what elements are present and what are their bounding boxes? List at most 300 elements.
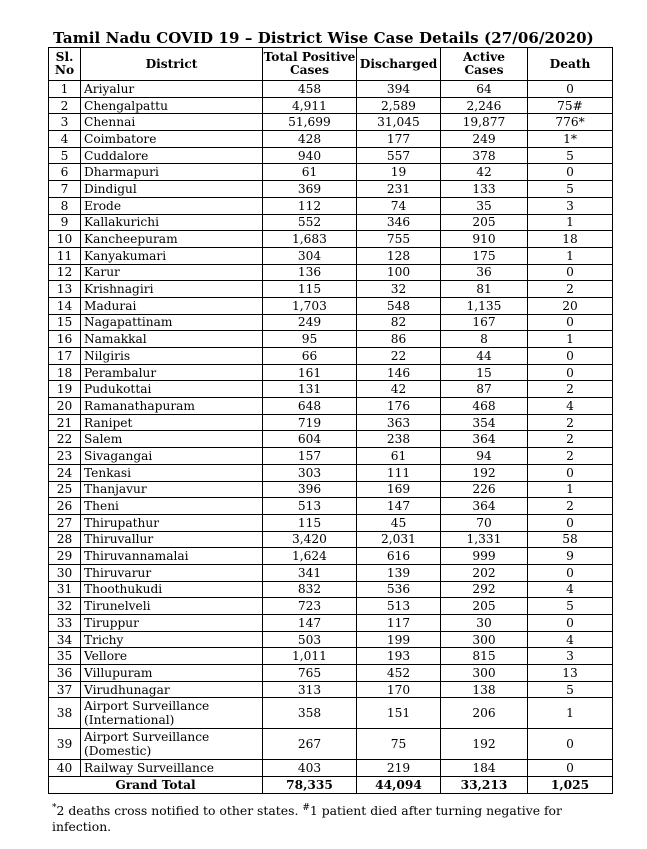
cell-total-positive: 95 (263, 331, 357, 348)
cell-discharged: 128 (357, 247, 441, 264)
cell-discharged: 111 (357, 464, 441, 481)
cell-sl-no: 24 (49, 464, 81, 481)
table-row (49, 631, 613, 648)
cell-discharged: 536 (357, 581, 441, 598)
grand-total-positive: 78,335 (263, 777, 357, 794)
cell-sl-no: 34 (49, 631, 81, 648)
cell-discharged: 231 (357, 181, 441, 198)
cell-sl-no: 12 (49, 264, 81, 281)
cell-discharged: 2,031 (357, 531, 441, 548)
cell-discharged: 86 (357, 331, 441, 348)
cell-death: 5 (528, 681, 613, 698)
cell-total-positive: 131 (263, 381, 357, 398)
cell-death: 0 (528, 464, 613, 481)
cell-active: 35 (441, 197, 528, 214)
cell-district: Thoothukudi (81, 581, 263, 598)
cell-sl-no: 14 (49, 297, 81, 314)
cell-district: Karur (81, 264, 263, 281)
cell-district: Cuddalore (81, 147, 263, 164)
cell-discharged: 513 (357, 598, 441, 615)
cell-death: 4 (528, 581, 613, 598)
cell-active: 205 (441, 214, 528, 231)
cell-district: Ranipet (81, 414, 263, 431)
table-row (49, 498, 613, 515)
cell-district: Krishnagiri (81, 281, 263, 298)
cell-total-positive: 503 (263, 631, 357, 648)
table-row (49, 364, 613, 381)
header-death: Death (528, 48, 613, 81)
table-row (49, 648, 613, 665)
cell-discharged: 42 (357, 381, 441, 398)
cell-active: 202 (441, 564, 528, 581)
cell-total-positive: 458 (263, 81, 357, 98)
cell-total-positive: 3,420 (263, 531, 357, 548)
cell-district: Dindigul (81, 181, 263, 198)
cell-active: 81 (441, 281, 528, 298)
cell-discharged: 146 (357, 364, 441, 381)
cell-total-positive: 648 (263, 398, 357, 415)
cell-discharged: 755 (357, 231, 441, 248)
cell-sl-no: 22 (49, 431, 81, 448)
table-row (49, 297, 613, 314)
cell-total-positive: 1,683 (263, 231, 357, 248)
table-row (49, 331, 613, 348)
cell-discharged: 32 (357, 281, 441, 298)
table-row (49, 615, 613, 632)
cell-active: 175 (441, 247, 528, 264)
cell-sl-no: 33 (49, 615, 81, 632)
cell-discharged: 151 (357, 698, 441, 729)
cell-active: 8 (441, 331, 528, 348)
cell-sl-no: 39 (49, 729, 81, 760)
cell-district: Dharmapuri (81, 164, 263, 181)
table-row (49, 760, 613, 777)
cell-death: 0 (528, 314, 613, 331)
table-row (49, 548, 613, 565)
cell-sl-no: 15 (49, 314, 81, 331)
cell-discharged: 177 (357, 131, 441, 148)
cell-district: Namakkal (81, 331, 263, 348)
cell-district: Nagapattinam (81, 314, 263, 331)
cell-discharged: 193 (357, 648, 441, 665)
table-body (49, 81, 613, 794)
cell-discharged: 74 (357, 197, 441, 214)
table-row (49, 581, 613, 598)
cell-death: 2 (528, 281, 613, 298)
table-row (49, 214, 613, 231)
table-row (49, 729, 613, 760)
cell-death: 18 (528, 231, 613, 248)
cell-active: 300 (441, 665, 528, 682)
cell-sl-no: 5 (49, 147, 81, 164)
table-row (49, 665, 613, 682)
cell-active: 36 (441, 264, 528, 281)
cell-discharged: 176 (357, 398, 441, 415)
cell-active: 138 (441, 681, 528, 698)
table-row (49, 531, 613, 548)
cell-district: Tirunelveli (81, 598, 263, 615)
cell-active: 64 (441, 81, 528, 98)
cell-sl-no: 26 (49, 498, 81, 515)
table-row (49, 264, 613, 281)
cell-total-positive: 249 (263, 314, 357, 331)
cell-death: 776* (528, 114, 613, 131)
cell-death: 1 (528, 247, 613, 264)
cell-total-positive: 66 (263, 348, 357, 365)
cell-total-positive: 136 (263, 264, 357, 281)
table-row (49, 698, 613, 729)
cell-death: 1 (528, 698, 613, 729)
cell-sl-no: 25 (49, 481, 81, 498)
cell-discharged: 238 (357, 431, 441, 448)
cell-active: 206 (441, 698, 528, 729)
cell-total-positive: 428 (263, 131, 357, 148)
cell-discharged: 139 (357, 564, 441, 581)
cell-death: 4 (528, 398, 613, 415)
cell-sl-no: 21 (49, 414, 81, 431)
cell-district: Sivagangai (81, 448, 263, 465)
table-row (49, 81, 613, 98)
cell-district: Kallakurichi (81, 214, 263, 231)
cell-death: 5 (528, 598, 613, 615)
cell-discharged: 31,045 (357, 114, 441, 131)
cell-total-positive: 112 (263, 197, 357, 214)
cell-total-positive: 1,011 (263, 648, 357, 665)
cell-discharged: 452 (357, 665, 441, 682)
cell-active: 468 (441, 398, 528, 415)
cell-sl-no: 38 (49, 698, 81, 729)
cell-death: 58 (528, 531, 613, 548)
cell-discharged: 75 (357, 729, 441, 760)
cell-death: 0 (528, 81, 613, 98)
cell-sl-no: 23 (49, 448, 81, 465)
footnote (52, 803, 612, 835)
cell-active: 292 (441, 581, 528, 598)
cell-district: Trichy (81, 631, 263, 648)
cell-total-positive: 403 (263, 760, 357, 777)
cell-discharged: 616 (357, 548, 441, 565)
cell-district: Thiruvannamalai (81, 548, 263, 565)
cell-total-positive: 552 (263, 214, 357, 231)
cell-death: 0 (528, 264, 613, 281)
cell-active: 19,877 (441, 114, 528, 131)
district-line-1: Airport Surveillance (84, 699, 210, 714)
cell-sl-no: 29 (49, 548, 81, 565)
grand-total-active: 33,213 (441, 777, 528, 794)
cell-sl-no: 36 (49, 665, 81, 682)
cell-death: 2 (528, 431, 613, 448)
cell-district: Tenkasi (81, 464, 263, 481)
header-active: Active Cases (441, 48, 528, 81)
cell-total-positive: 1,703 (263, 297, 357, 314)
table-row (49, 231, 613, 248)
cell-death: 20 (528, 297, 613, 314)
cell-sl-no: 32 (49, 598, 81, 615)
cell-district: Nilgiris (81, 348, 263, 365)
cell-district (81, 729, 263, 760)
cell-sl-no: 7 (49, 181, 81, 198)
cell-discharged: 219 (357, 760, 441, 777)
table-row (49, 398, 613, 415)
cell-death: 0 (528, 615, 613, 632)
grand-total-label: Grand Total (49, 777, 263, 794)
header-row (49, 48, 613, 81)
table-row (49, 481, 613, 498)
cell-death: 0 (528, 760, 613, 777)
cell-total-positive: 313 (263, 681, 357, 698)
cell-active: 133 (441, 181, 528, 198)
cell-district: Kanyakumari (81, 247, 263, 264)
cell-active: 205 (441, 598, 528, 615)
cell-district: Chengalpattu (81, 97, 263, 114)
cell-sl-no: 4 (49, 131, 81, 148)
cell-sl-no: 35 (49, 648, 81, 665)
cell-active: 378 (441, 147, 528, 164)
footnote-hash-mark: # (302, 802, 310, 813)
cell-active: 300 (441, 631, 528, 648)
cell-death: 9 (528, 548, 613, 565)
cell-discharged: 170 (357, 681, 441, 698)
cell-active: 42 (441, 164, 528, 181)
cell-discharged: 394 (357, 81, 441, 98)
cell-sl-no: 18 (49, 364, 81, 381)
cell-sl-no: 37 (49, 681, 81, 698)
cell-district: Virudhunagar (81, 681, 263, 698)
cell-district: Kancheepuram (81, 231, 263, 248)
cell-total-positive: 940 (263, 147, 357, 164)
cell-active: 364 (441, 431, 528, 448)
cell-sl-no: 17 (49, 348, 81, 365)
cell-district: Theni (81, 498, 263, 515)
cell-total-positive: 157 (263, 448, 357, 465)
cell-total-positive: 513 (263, 498, 357, 515)
cell-discharged: 61 (357, 448, 441, 465)
district-cases-table (48, 47, 613, 794)
cell-active: 815 (441, 648, 528, 665)
cell-discharged: 19 (357, 164, 441, 181)
header-district: District (81, 48, 263, 81)
cell-death: 0 (528, 729, 613, 760)
cell-total-positive: 723 (263, 598, 357, 615)
table-row (49, 181, 613, 198)
table-row (49, 97, 613, 114)
cell-discharged: 557 (357, 147, 441, 164)
cell-total-positive: 304 (263, 247, 357, 264)
cell-discharged: 346 (357, 214, 441, 231)
table-row (49, 114, 613, 131)
grand-total-discharged: 44,094 (357, 777, 441, 794)
cell-district: Pudukottai (81, 381, 263, 398)
district-line-2: (International) (84, 713, 175, 728)
cell-active: 15 (441, 364, 528, 381)
cell-active: 1,135 (441, 297, 528, 314)
cell-sl-no: 16 (49, 331, 81, 348)
cell-total-positive: 61 (263, 164, 357, 181)
cell-active: 192 (441, 464, 528, 481)
cell-total-positive: 341 (263, 564, 357, 581)
cell-death: 2 (528, 381, 613, 398)
cell-death: 5 (528, 181, 613, 198)
cell-death: 0 (528, 364, 613, 381)
cell-district: Salem (81, 431, 263, 448)
cell-district: Vellore (81, 648, 263, 665)
cell-active: 70 (441, 514, 528, 531)
table-row (49, 247, 613, 264)
cell-total-positive: 832 (263, 581, 357, 598)
table-row (49, 348, 613, 365)
cell-active: 910 (441, 231, 528, 248)
cell-total-positive: 1,624 (263, 548, 357, 565)
table-row (49, 281, 613, 298)
cell-active: 184 (441, 760, 528, 777)
cell-sl-no: 30 (49, 564, 81, 581)
cell-death: 0 (528, 514, 613, 531)
page-title: Tamil Nadu COVID 19 – District Wise Case Details (27/06/2020) (53, 29, 594, 47)
cell-sl-no: 1 (49, 81, 81, 98)
cell-death: 1 (528, 481, 613, 498)
cell-sl-no: 19 (49, 381, 81, 398)
cell-total-positive: 303 (263, 464, 357, 481)
table-row (49, 164, 613, 181)
cell-district: Coimbatore (81, 131, 263, 148)
cell-district: Thirupathur (81, 514, 263, 531)
cell-active: 30 (441, 615, 528, 632)
table-row (49, 431, 613, 448)
cell-district (81, 698, 263, 729)
footnote-hash-text: 1 patient died after turning negative for infection. (52, 803, 562, 834)
cell-district: Thanjavur (81, 481, 263, 498)
cell-discharged: 199 (357, 631, 441, 648)
cell-district: Tiruppur (81, 615, 263, 632)
cell-death: 13 (528, 665, 613, 682)
cell-sl-no: 27 (49, 514, 81, 531)
cell-total-positive: 115 (263, 281, 357, 298)
cell-sl-no: 2 (49, 97, 81, 114)
table-row (49, 681, 613, 698)
district-line-2: (Domestic) (84, 744, 152, 759)
cell-death: 1 (528, 331, 613, 348)
cell-discharged: 117 (357, 615, 441, 632)
cell-sl-no: 9 (49, 214, 81, 231)
cell-sl-no: 40 (49, 760, 81, 777)
cell-district: Madurai (81, 297, 263, 314)
cell-district: Ariyalur (81, 81, 263, 98)
table-row (49, 448, 613, 465)
grand-total-row (49, 777, 613, 794)
table-row (49, 197, 613, 214)
cell-discharged: 82 (357, 314, 441, 331)
header-sl-no: Sl. No (49, 48, 81, 81)
cell-active: 364 (441, 498, 528, 515)
cell-sl-no: 13 (49, 281, 81, 298)
cell-death: 3 (528, 197, 613, 214)
cell-total-positive: 719 (263, 414, 357, 431)
table-row (49, 314, 613, 331)
footnote-star-mark: * (52, 802, 57, 813)
cell-total-positive: 765 (263, 665, 357, 682)
cell-discharged: 169 (357, 481, 441, 498)
cell-death: 4 (528, 631, 613, 648)
cell-discharged: 100 (357, 264, 441, 281)
table-row (49, 131, 613, 148)
cell-active: 1,331 (441, 531, 528, 548)
cell-total-positive: 147 (263, 615, 357, 632)
cell-active: 354 (441, 414, 528, 431)
cell-sl-no: 20 (49, 398, 81, 415)
cell-total-positive: 115 (263, 514, 357, 531)
cell-discharged: 147 (357, 498, 441, 515)
cell-active: 94 (441, 448, 528, 465)
cell-district: Ramanathapuram (81, 398, 263, 415)
cell-death: 2 (528, 414, 613, 431)
cell-total-positive: 4,911 (263, 97, 357, 114)
cell-active: 2,246 (441, 97, 528, 114)
header-discharged: Discharged (357, 48, 441, 81)
cell-total-positive: 369 (263, 181, 357, 198)
cell-death: 0 (528, 348, 613, 365)
cell-active: 226 (441, 481, 528, 498)
cell-total-positive: 267 (263, 729, 357, 760)
cell-district: Villupuram (81, 665, 263, 682)
table-row (49, 464, 613, 481)
cell-death: 0 (528, 564, 613, 581)
cell-death: 2 (528, 498, 613, 515)
cell-discharged: 45 (357, 514, 441, 531)
cell-death: 75# (528, 97, 613, 114)
grand-total-death: 1,025 (528, 777, 613, 794)
cell-sl-no: 31 (49, 581, 81, 598)
table-row (49, 598, 613, 615)
cell-district: Railway Surveillance (81, 760, 263, 777)
cell-sl-no: 3 (49, 114, 81, 131)
cell-total-positive: 161 (263, 364, 357, 381)
cell-discharged: 548 (357, 297, 441, 314)
cell-discharged: 2,589 (357, 97, 441, 114)
table-row (49, 381, 613, 398)
cell-active: 167 (441, 314, 528, 331)
footnote-star-text: 2 deaths cross notified to other states. (56, 803, 299, 818)
cell-active: 192 (441, 729, 528, 760)
district-line-1: Airport Surveillance (84, 730, 210, 745)
table-row (49, 147, 613, 164)
cell-death: 2 (528, 448, 613, 465)
cell-sl-no: 10 (49, 231, 81, 248)
cell-active: 44 (441, 348, 528, 365)
table-row (49, 564, 613, 581)
cell-death: 5 (528, 147, 613, 164)
cell-sl-no: 28 (49, 531, 81, 548)
cell-discharged: 363 (357, 414, 441, 431)
cell-sl-no: 11 (49, 247, 81, 264)
header-total-positive: Total Positive Cases (263, 48, 357, 81)
cell-sl-no: 6 (49, 164, 81, 181)
cell-district: Thiruvarur (81, 564, 263, 581)
cell-death: 0 (528, 164, 613, 181)
cell-death: 3 (528, 648, 613, 665)
cell-death: 1* (528, 131, 613, 148)
table-row (49, 514, 613, 531)
cell-total-positive: 604 (263, 431, 357, 448)
cell-district: Chennai (81, 114, 263, 131)
cell-district: Perambalur (81, 364, 263, 381)
cell-district: Erode (81, 197, 263, 214)
cell-total-positive: 396 (263, 481, 357, 498)
cell-death: 1 (528, 214, 613, 231)
table-row (49, 414, 613, 431)
cell-total-positive: 358 (263, 698, 357, 729)
cell-total-positive: 51,699 (263, 114, 357, 131)
cell-district: Thiruvallur (81, 531, 263, 548)
